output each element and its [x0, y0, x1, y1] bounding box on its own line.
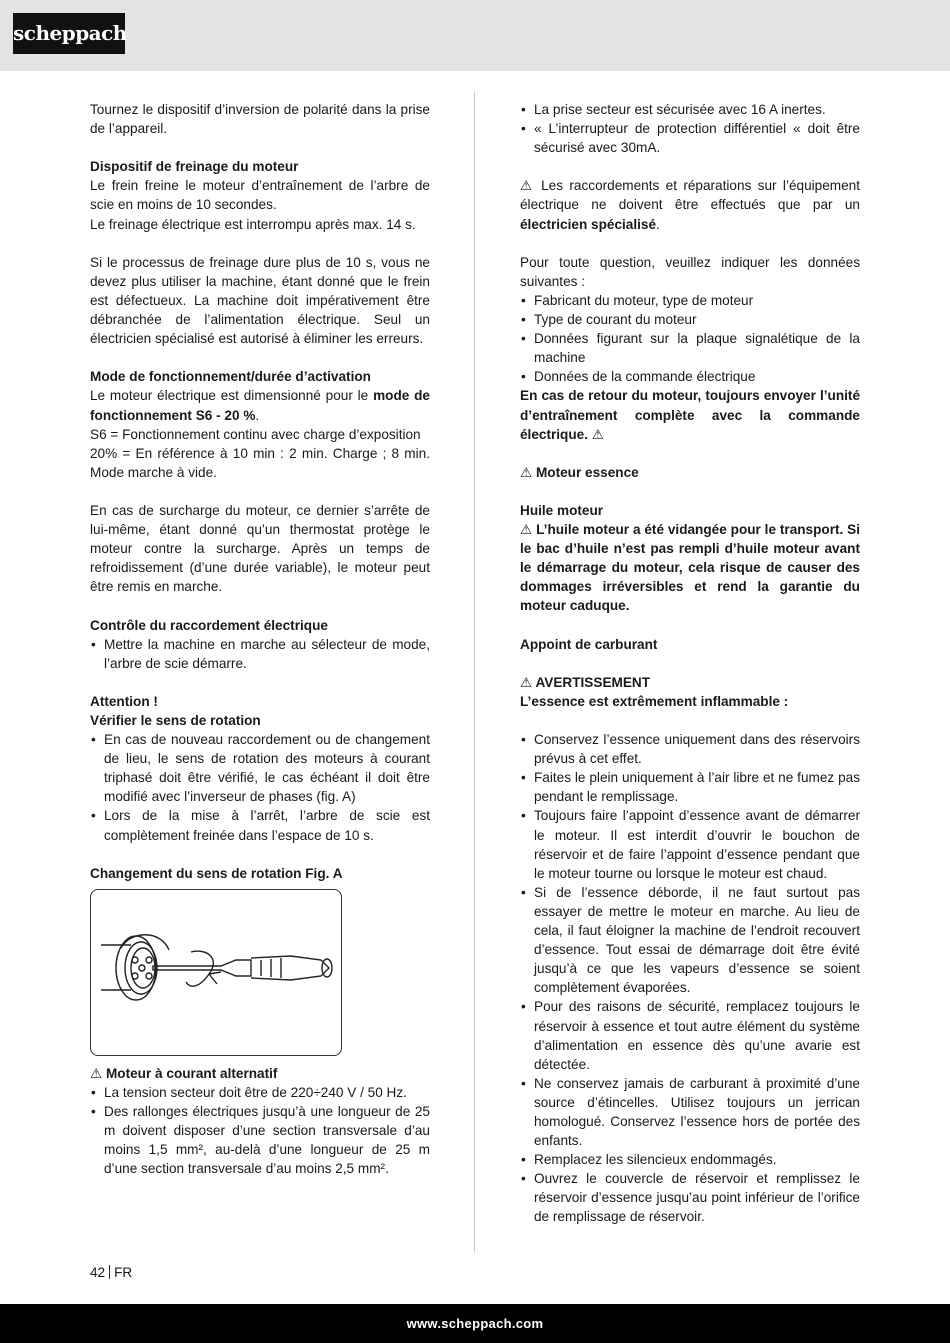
retour-text: En cas de retour du moteur, toujours envoyer l’unité d’entraînement complète avec la commande électrique. [520, 388, 860, 442]
warning-icon: ⚠ [520, 178, 535, 194]
paragraph-retour [520, 386, 860, 443]
warning-icon: ⚠ [90, 1065, 103, 1081]
list-item: • Données figurant sur la plaque signalétique de la machine [520, 329, 860, 367]
list-controle [90, 635, 430, 673]
heading-freinage: Dispositif de freinage du moteur [90, 159, 299, 175]
mode-text: Le moteur électrique est dimensionné pour le [90, 388, 374, 404]
page-number-separator [109, 1265, 110, 1279]
list-item: • Type de courant du moteur [520, 310, 860, 329]
paragraph-frein-2: Le freinage électrique est interrompu après max. 14 s. [90, 216, 416, 232]
warning-icon: ⚠ [520, 522, 533, 538]
list-prise [520, 100, 860, 157]
page-number [90, 1265, 132, 1280]
paragraph-raccordements [520, 176, 860, 233]
right-column [520, 100, 860, 1227]
left-column [90, 100, 430, 1178]
paragraph-mode-2: S6 = Fonctionnement continu avec charge d’exposition [90, 426, 421, 442]
list-item: • La tension secteur doit être de 220÷240 V / 50 Hz. [90, 1083, 430, 1102]
list-item: • Pour des raisons de sécurité, remplacez toujours le réservoir à essence et tout autre élément du système d’alimentation en essence dès qu’une avarie est détectée. [520, 997, 860, 1073]
paragraph-intro: Tournez le dispositif d’inversion de polarité dans la prise de l’appareil. [90, 102, 430, 137]
heading-changement: Changement du sens de rotation Fig. A [90, 865, 343, 881]
list-rotation [90, 730, 430, 845]
list-item: • La prise secteur est sécurisée avec 16 A inertes. [520, 100, 860, 119]
heading-alternatif [90, 1064, 430, 1083]
list-item: • Ouvrez le couvercle de réservoir et remplissez le réservoir d’essence jusqu’au point inférieur de l’orifice de remplissage de réservoir. [520, 1169, 860, 1226]
footer-url-link[interactable]: www.scheppach.com [406, 1316, 544, 1331]
paragraph-mode-3: 20% = En référence à 10 min : 2 min. Charge ; 8 min. Mode marche à vide. [90, 445, 430, 480]
figure-a-illustration [90, 889, 342, 1056]
column-divider [474, 92, 475, 1252]
list-item: • Fabricant du moteur, type de moteur [520, 291, 860, 310]
list-item: • Données de la commande électrique [520, 367, 860, 386]
page-footer [0, 1304, 950, 1343]
racc-period: . [656, 216, 660, 232]
heading-controle: Contrôle du raccordement électrique [90, 617, 328, 633]
list-item: • En cas de nouveau raccordement ou de changement de lieu, le sens de rotation des moteurs à courant triphasé doit être vérifié, le cas échéant il doit être modifié avec l’inverseur de phases (fig. A) [90, 730, 430, 806]
mode-bold-text: mode de fonctionnement S6 - 20 % [90, 388, 430, 423]
list-item: • Toujours faire l’appoint d’essence avant de démarrer le moteur. Il est interdit d’ouvrir le bouchon de réservoir et de faire l’appoint d’essence pendant que le moteur tourne ou lorsque le moteur est chaud. [520, 806, 860, 882]
heading-mode: Mode de fonctionnement/durée d’activation [90, 369, 371, 385]
list-question [520, 291, 860, 386]
warning-icon: ⚠ [520, 674, 533, 690]
heading-alternatif-text: Moteur à courant alternatif [105, 1065, 278, 1081]
scheppach-logo: scheppach [13, 13, 125, 54]
list-item: • Remplacez les silencieux endommagés. [520, 1150, 860, 1169]
list-item: • Conservez l’essence uniquement dans des réservoirs prévus à cet effet. [520, 730, 860, 768]
paragraph-frein-1: Le frein freine le moteur d’entraînement de l’arbre de scie en moins de 10 secondes. [90, 178, 430, 213]
heading-verifier: Vérifier le sens de rotation [90, 713, 261, 728]
heading-essence-text: Moteur essence [535, 464, 639, 480]
heading-attention: Attention ! [90, 693, 158, 709]
warning-icon: ⚠ [591, 426, 604, 442]
heading-appoint: Appoint de carburant [520, 636, 658, 652]
racc-text: Les raccordements et réparations sur l’équipement électrique ne doivent être effectués que par un [520, 178, 861, 213]
paragraph-surcharge: En cas de surcharge du moteur, ce dernier s’arrête de lui-même, étant donné qu’un thermostat protège le moteur contre la surcharge. Après un temps de refroidissement (d’une durée variable), le moteur peut être remis en marche. [90, 502, 430, 595]
paragraph-question: Pour toute question, veuillez indiquer les données suivantes : [520, 254, 860, 289]
list-item: • « L’interrupteur de protection différentiel « doit être sécurisé avec 30mA. [520, 119, 860, 157]
mode-period: . [255, 407, 260, 423]
list-alternatif [90, 1083, 430, 1178]
paragraph-huile [520, 520, 860, 615]
paragraph-mode-1 [90, 386, 430, 424]
heading-avertissement [520, 673, 860, 692]
page-header [0, 0, 950, 71]
warning-icon: ⚠ [520, 464, 533, 480]
list-item: • Mettre la machine en marche au sélecteur de mode, l’arbre de scie démarre. [90, 635, 430, 673]
list-item: • Lors de la mise à l’arrêt, l’arbre de scie est complètement freinée dans l’espace de 10 s. [90, 806, 430, 844]
page-language: FR [114, 1265, 133, 1280]
page-number-value: 42 [90, 1265, 106, 1280]
paragraph-frein-3: Si le processus de freinage dure plus de 10 s, vous ne devez plus utiliser la machine, étant donné que le frein est défectueux. La machine doit impérativement être débranchée de l’alimentation électrique. Seul un électricien spécialisé est autorisé à éliminer les erreurs. [90, 254, 430, 347]
list-item: • Faites le plein uniquement à l’air libre et ne fumez pas pendant le remplissage. [520, 768, 860, 806]
list-item: • Ne conservez jamais de carburant à proximité d’une source d’étincelles. Utilisez toujours un jerrican homologué. Conservez l’essence hors de portée des enfants. [520, 1074, 860, 1150]
plug-screwdriver-drawing [91, 890, 341, 1055]
huile-text: L’huile moteur a été vidangée pour le transport. Si le bac d’huile n’est pas rempli d’huile moteur avant le démarrage du moteur, cela risque de causer des dommages irréversibles et rend la garantie du moteur caduque. [520, 522, 861, 614]
list-item: • Des rallonges électriques jusqu’à une longueur de 25 m doivent disposer d’une section transversale d’au moins 1,5 mm², au-delà d’une longueur de 25 m d’une section transversale d’au moins 2,5 mm². [90, 1102, 430, 1178]
heading-inflammable: L’essence est extrêmement inflammable : [520, 693, 789, 709]
racc-bold-text: électricien spécialisé [520, 216, 657, 232]
list-item: • Si de l’essence déborde, il ne faut surtout pas essayer de mettre le moteur en marche. Au lieu de cela, il faut éloigner la machine de l’endroit recouvert d’essence. Tout essai de démarrage doit être évité jusqu’à ce que les vapeurs d’essence se soient complètement évaporées. [520, 883, 860, 998]
list-essence [520, 730, 860, 1226]
heading-huile: Huile moteur [520, 502, 604, 518]
heading-avert-text: AVERTISSEMENT [535, 674, 651, 690]
heading-moteur-essence [520, 463, 860, 482]
